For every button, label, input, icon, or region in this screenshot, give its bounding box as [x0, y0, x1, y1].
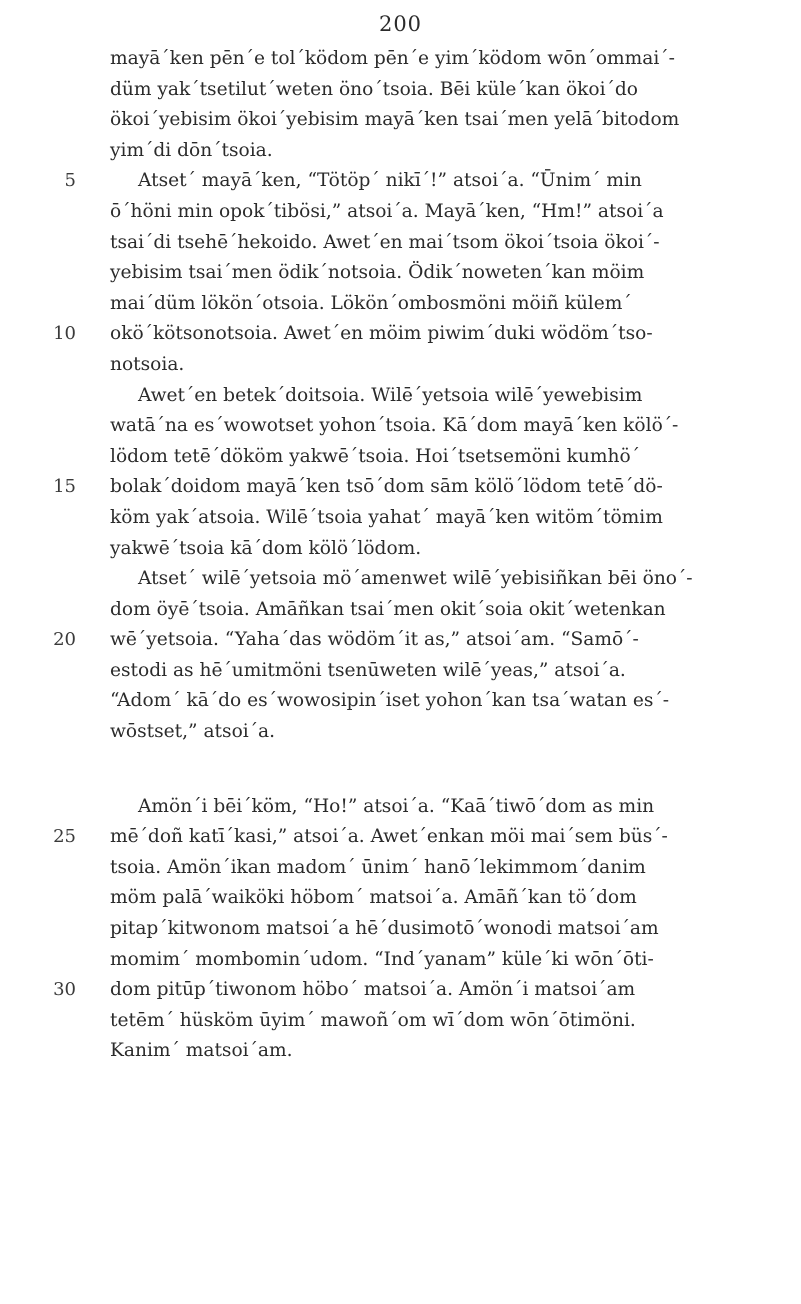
text-line	[110, 792, 770, 823]
line-text: mē´doñ katī´kasi,” atsoi´a. Awet´enkan möi mai´sem büs´-	[110, 826, 668, 848]
line-text: tsai´di tsehē´hekoido. Awet´en mai´tsom ökoi´tsoia ökoi´-	[110, 231, 660, 253]
text-line	[110, 914, 770, 945]
line-text: tetēm´ hüsköm ūyim´ mawoñ´om wī´dom wōn´ōtimöni.	[110, 1009, 636, 1031]
text-line	[110, 75, 770, 106]
text-line	[110, 350, 770, 381]
line-text: köm yak´atsoia. Wilē´tsoia yahat´ mayā´ken witöm´tömim	[110, 506, 663, 528]
line-text: watā´na es´wowotset yohon´tsoia. Kā´dom mayā´ken kölö´-	[110, 415, 679, 437]
line-text: notsoia.	[110, 353, 185, 375]
text-line	[110, 197, 770, 228]
line-text: estodi as hē´umitmöni tsenūweten wilē´yeas,” atsoi´a.	[110, 659, 626, 681]
line-text: okö´kötsonotsoia. Awet´en möim piwim´duki wödöm´tso-	[110, 323, 653, 345]
text-line	[110, 534, 770, 565]
line-number: 10	[53, 323, 76, 345]
text-line	[53, 472, 770, 503]
line-text: yakwē´tsoia kā´dom kölö´lödom.	[110, 537, 422, 559]
line-text: Awet´en betek´doitsoia. Wilē´yetsoia wilē´yewebisim	[138, 384, 643, 406]
text-line	[110, 853, 770, 884]
text-line	[110, 228, 770, 259]
text-line	[53, 975, 770, 1006]
text-line	[110, 411, 770, 442]
text-line	[53, 822, 770, 853]
line-text: Atset´ wilē´yetsoia mö´amenwet wilē´yebisiñkan bēi öno´-	[138, 568, 693, 590]
text-line	[110, 883, 770, 914]
text-line	[64, 166, 770, 197]
line-text: ō´höni min opok´tibösi,” atsoi´a. Mayā´ken, “Hm!” atsoi´a	[110, 200, 664, 222]
text-line	[110, 136, 770, 167]
text-line	[110, 717, 770, 748]
line-text: “Adom´ kā´do es´wowosipin´iset yohon´kan tsa´watan es´-	[110, 690, 670, 712]
line-text: Kanim´ matsoi´am.	[110, 1040, 293, 1062]
line-text: Amön´i bēi´köm, “Ho!” atsoi´a. “Kaā´tiwō´dom as min	[138, 795, 655, 817]
line-text: tsoia. Amön´ikan madom´ ūnim´ hanō´lekimmom´danim	[110, 856, 646, 878]
text-line	[110, 945, 770, 976]
line-number: 5	[64, 170, 76, 192]
line-number: 15	[53, 476, 76, 498]
text-line	[110, 1006, 770, 1037]
line-text: pitap´kitwonom matsoi´a hē´dusimotō´wonodi matsoi´am	[110, 918, 659, 940]
body-text	[53, 44, 770, 1067]
text-line	[110, 258, 770, 289]
line-text: momim´ mombomin´udom. “Ind´yanam” küle´ki wōn´ōti-	[110, 948, 654, 970]
line-text: yim´di dōn´tsoia.	[110, 139, 273, 161]
line-number: 20	[53, 629, 76, 651]
line-text: yebisim tsai´men ödik´notsoia. Ödik´noweten´kan möim	[110, 262, 645, 284]
line-text: wōstset,” atsoi´a.	[110, 721, 276, 743]
text-line	[110, 686, 770, 717]
text-line	[53, 319, 770, 350]
text-line	[110, 44, 770, 75]
line-text: dom öyē´tsoia. Amāñkan tsai´men okit´soia okit´wetenkan	[110, 598, 666, 620]
text-line	[110, 656, 770, 687]
text-line	[110, 105, 770, 136]
line-text: möm palā´waiköki höbom´ matsoi´a. Amāñ´kan tö´dom	[110, 887, 637, 909]
text-line	[110, 289, 770, 320]
line-text: mai´düm lökön´otsoia. Lökön´ombosmöni möiñ külem´	[110, 292, 632, 314]
text-line	[110, 595, 770, 626]
line-text: ökoi´yebisim ökoi´yebisim mayā´ken tsai´men yelā´bitodom	[110, 109, 680, 131]
line-text: lödom tetē´dököm yakwē´tsoia. Hoi´tsetsemöni kumhö´	[110, 445, 640, 467]
line-number: 25	[53, 826, 76, 848]
text-line	[110, 381, 770, 412]
line-text: dom pitūp´tiwonom höbo´ matsoi´a. Amön´i matsoi´am	[110, 979, 636, 1001]
text-line	[110, 503, 770, 534]
line-number: 30	[53, 979, 76, 1001]
text-line	[110, 1036, 770, 1067]
page-number: 200	[378, 12, 423, 36]
text-line	[53, 625, 770, 656]
line-text: mayā´ken pēn´e tol´ködom pēn´e yim´ködom wōn´ommai´-	[110, 48, 675, 69]
text-line	[110, 564, 770, 595]
line-text: düm yak´tsetilut´weten öno´tsoia. Bēi küle´kan ökoi´do	[110, 78, 638, 100]
line-text: bolak´doidom mayā´ken tsō´dom sām kölö´lödom tetē´dö-	[110, 476, 663, 498]
line-text: Atset´ mayā´ken, “Tötöp´ nikī´!” atsoi´a. “Ūnim´ min	[138, 170, 642, 192]
text-line	[110, 442, 770, 473]
line-text: wē´yetsoia. “Yaha´das wödöm´it as,” atsoi´am. “Samō´-	[110, 629, 639, 651]
